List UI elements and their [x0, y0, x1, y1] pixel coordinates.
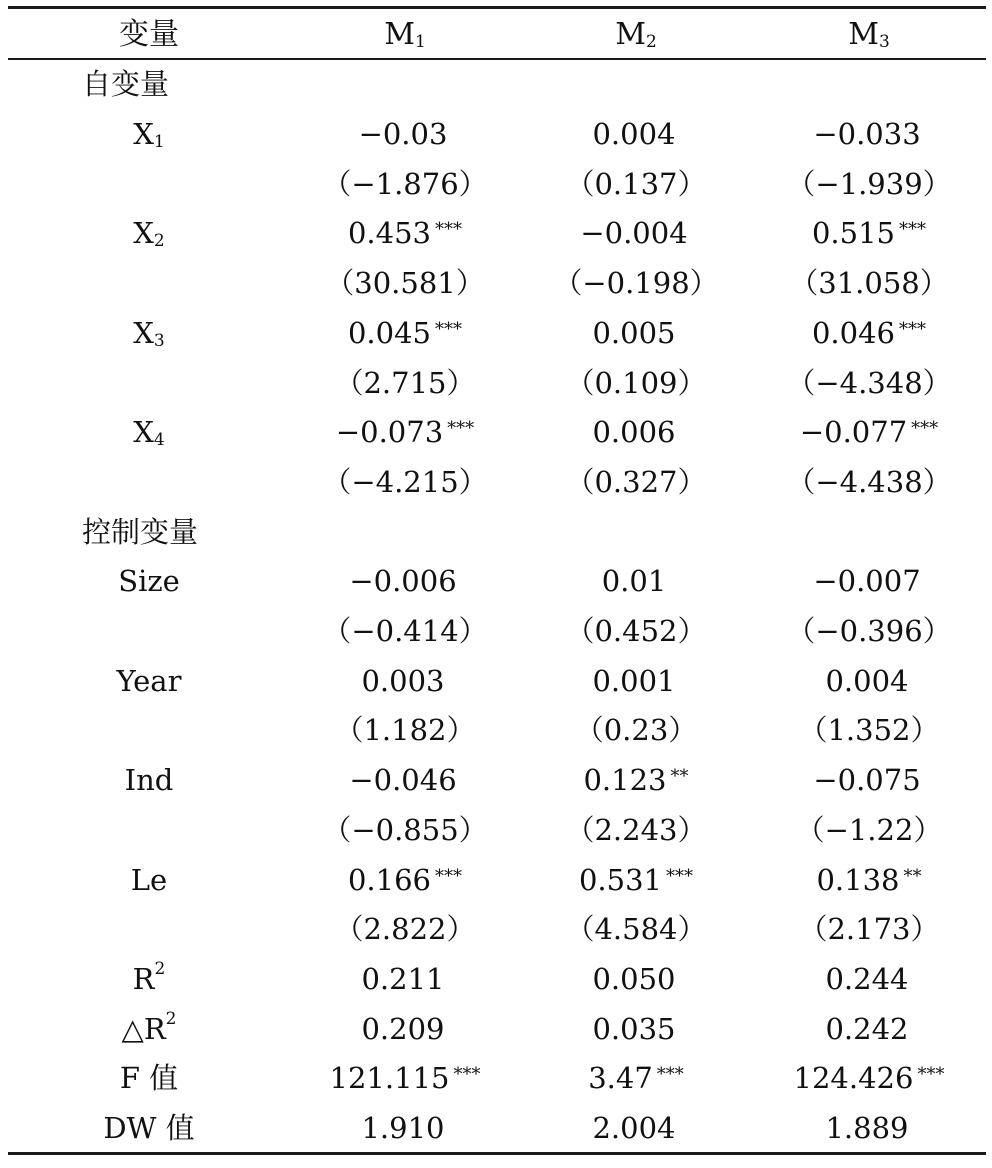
m3-coef-value-group: [816, 862, 922, 897]
m1-coef-value: −0.073: [335, 415, 444, 450]
m1-stat-value-group: [361, 961, 448, 996]
stat-name: R: [132, 961, 155, 996]
m2-stat-value-group: [592, 1011, 679, 1046]
variable-label: [8, 656, 290, 706]
m1-coef-value: −0.046: [349, 763, 457, 798]
header-m1: [290, 10, 520, 60]
m1-coef-significance-stars: ***: [435, 318, 463, 340]
m2-coef: [520, 855, 752, 905]
coef-row: [8, 855, 986, 905]
stat-label: [8, 955, 290, 1005]
m2-stat-value-group: [588, 1061, 684, 1096]
m3-coef-significance-stars: ***: [899, 318, 927, 340]
m1-stat-value-group: [361, 1111, 448, 1146]
m2-stat: [520, 1054, 752, 1104]
m1-coef-value-group: [361, 663, 448, 698]
m2-stat-significance-stars: ***: [656, 1064, 684, 1086]
stat-row: [8, 1104, 986, 1154]
m1-coef-value: 0.453: [347, 216, 432, 251]
m1-stat-value: 121.115: [329, 1061, 450, 1096]
m1-coef-value-group: [347, 862, 463, 897]
section-label-control: 控制变量: [82, 514, 199, 549]
m3-coef-significance-stars: ***: [911, 418, 939, 440]
header-m3-subscript: 3: [878, 32, 890, 53]
m1-coef: [290, 756, 520, 806]
m3-tstat: （−4.348）: [786, 365, 952, 400]
m3-coef-value-group: [811, 315, 927, 350]
m1-tstat: （−0.855）: [322, 812, 488, 847]
coef-row: [8, 209, 986, 259]
m2-tstat: （0.23）: [574, 713, 698, 748]
m3-coef-value: 0.004: [825, 663, 909, 698]
variable-subscript: 2: [153, 231, 165, 252]
tstat-label-empty: [8, 159, 290, 209]
m3-coef-value: 0.138: [816, 862, 900, 897]
m3-coef-significance-stars: ***: [899, 219, 927, 241]
m2-coef: [520, 557, 752, 607]
m3-stat-value: 1.889: [825, 1111, 909, 1146]
m2-stat: [520, 1104, 752, 1154]
m2-coef-value-group: [592, 415, 679, 450]
tstat-label-empty: [8, 905, 290, 955]
m2-stat: [520, 1004, 752, 1054]
m3-tstat: （−1.939）: [786, 166, 952, 201]
header-m1-subscript: 1: [414, 32, 426, 53]
m3-stat: [752, 1104, 986, 1154]
header-variable: 变量: [119, 16, 179, 52]
m3-coef: [752, 408, 986, 458]
m2-stat-value: 0.050: [592, 961, 676, 996]
m1-coef: [290, 408, 520, 458]
m2-tstat: （4.584）: [565, 912, 707, 947]
m1-stat: [290, 1054, 520, 1104]
m2-coef: [520, 756, 752, 806]
m1-coef-value: 0.045: [347, 315, 432, 350]
tstat-row: [8, 607, 986, 657]
m1-coef-value: −0.006: [349, 564, 457, 599]
m3-coef-value: −0.007: [813, 564, 921, 599]
variable-label: [8, 110, 290, 160]
top-rule: [8, 6, 986, 9]
m2-coef-significance-stars: **: [670, 766, 689, 788]
m1-coef-value-group: [349, 763, 460, 798]
m3-stat-significance-stars: ***: [917, 1064, 945, 1086]
tstat-label-empty: [8, 706, 290, 756]
m3-tstat: （−4.438）: [786, 464, 952, 499]
variable-label: [8, 756, 290, 806]
variable-label: [8, 209, 290, 259]
m2-coef: [520, 209, 752, 259]
coef-row: [8, 110, 986, 160]
section-label-independent: 自变量: [82, 67, 170, 102]
stat-label: [8, 1104, 290, 1154]
m3-coef-value-group: [811, 216, 927, 251]
m1-coef-value: −0.03: [358, 117, 448, 152]
stat-superscript: 2: [165, 1008, 177, 1029]
m1-stat: [290, 1004, 520, 1054]
m3-coef-value: −0.033: [813, 117, 921, 152]
m2-tstat: （0.452）: [565, 614, 707, 649]
m2-coef: [520, 408, 752, 458]
coef-row: [8, 309, 986, 359]
stat-name: F 值: [119, 1061, 179, 1096]
m1-coef: [290, 656, 520, 706]
m3-coef-value-group: [813, 564, 924, 599]
tstat-label-empty: [8, 458, 290, 508]
m1-tstat: （−1.876）: [322, 166, 488, 201]
m2-coef-value-group: [592, 117, 679, 152]
m3-coef: [752, 656, 986, 706]
coef-row: [8, 557, 986, 607]
header-m2-letter: M: [615, 16, 646, 52]
tstat-label-empty: [8, 259, 290, 309]
header-m2-subscript: 2: [645, 32, 657, 53]
m1-coef: [290, 855, 520, 905]
m1-stat: [290, 1104, 520, 1154]
stat-superscript: 2: [154, 958, 166, 979]
m2-tstat: （−0.198）: [553, 266, 719, 301]
m3-coef-value: −0.075: [813, 763, 921, 798]
tstat-row: [8, 159, 986, 209]
m3-coef: [752, 110, 986, 160]
m3-coef: [752, 756, 986, 806]
tstat-row: [8, 706, 986, 756]
tstat-row: [8, 358, 986, 408]
m1-coef: [290, 309, 520, 359]
m3-tstat: （31.058）: [789, 266, 949, 301]
m2-stat-value: 3.47: [588, 1061, 653, 1096]
variable-subscript: 1: [153, 132, 165, 153]
m3-tstat: （−1.22）: [795, 812, 943, 847]
m3-tstat: （2.173）: [798, 912, 940, 947]
m1-coef-significance-stars: ***: [447, 418, 475, 440]
m2-coef-value: 0.01: [601, 564, 667, 599]
variable-name: Ind: [124, 763, 174, 798]
header-m3-letter: M: [848, 16, 879, 52]
m3-stat: [752, 1054, 986, 1104]
stat-label: [8, 1004, 290, 1054]
m1-coef: [290, 209, 520, 259]
m3-coef-value: −0.077: [799, 415, 908, 450]
m3-tstat: （−0.396）: [786, 614, 952, 649]
m1-tstat: （2.822）: [334, 912, 476, 947]
m2-coef: [520, 309, 752, 359]
m2-coef-value: 0.006: [592, 415, 676, 450]
m1-coef: [290, 110, 520, 160]
m3-stat-value-group: [825, 961, 912, 996]
m3-coef-value-group: [799, 415, 939, 450]
section-row-independent: [8, 60, 986, 110]
m2-coef-value: 0.531: [578, 862, 663, 897]
m1-tstat: （−4.215）: [322, 464, 488, 499]
m1-stat-value: 0.209: [361, 1011, 445, 1046]
m2-coef-value: 0.004: [592, 117, 676, 152]
m2-stat-value-group: [592, 961, 679, 996]
m3-coef-value-group: [825, 663, 912, 698]
m2-tstat: （0.109）: [565, 365, 707, 400]
variable-name: Size: [118, 564, 180, 599]
m1-coef: [290, 557, 520, 607]
variable-name: X: [133, 415, 154, 450]
m2-coef: [520, 656, 752, 706]
tstat-label-empty: [8, 607, 290, 657]
m2-coef-value-group: [601, 564, 671, 599]
m3-coef: [752, 309, 986, 359]
m3-coef: [752, 557, 986, 607]
m2-tstat: （0.137）: [565, 166, 707, 201]
m2-stat-value-group: [592, 1111, 679, 1146]
m3-stat-value: 0.244: [825, 961, 909, 996]
m2-coef-value-group: [592, 315, 679, 350]
stat-name: △R: [121, 1011, 166, 1046]
m1-coef-value: 0.003: [361, 663, 445, 698]
m3-stat-value-group: [825, 1011, 912, 1046]
m2-coef-value: 0.001: [592, 663, 676, 698]
tstat-label-empty: [8, 806, 290, 856]
variable-label: [8, 408, 290, 458]
m2-coef-value-group: [578, 862, 694, 897]
header-m1-letter: M: [384, 16, 415, 52]
variable-label: [8, 855, 290, 905]
m3-stat-value-group: [825, 1111, 912, 1146]
m2-stat-value: 0.035: [592, 1011, 676, 1046]
m3-coef-significance-stars: **: [903, 865, 922, 887]
m2-coef: [520, 110, 752, 160]
m3-coef-value: 0.515: [811, 216, 896, 251]
header-row: [8, 10, 986, 60]
m2-tstat: （0.327）: [565, 464, 707, 499]
stat-row: [8, 1004, 986, 1054]
variable-label: [8, 309, 290, 359]
stat-row: [8, 955, 986, 1005]
section-row-control: [8, 507, 986, 557]
m3-coef-value: 0.046: [811, 315, 896, 350]
tstat-row: [8, 458, 986, 508]
variable-label: [8, 557, 290, 607]
tstat-label-empty: [8, 358, 290, 408]
tstat-row: [8, 259, 986, 309]
m1-stat: [290, 955, 520, 1005]
m1-tstat: （−0.414）: [322, 614, 488, 649]
m1-tstat: （30.581）: [325, 266, 485, 301]
m1-coef-significance-stars: ***: [435, 865, 463, 887]
header-m3: [752, 10, 986, 60]
m3-stat: [752, 1004, 986, 1054]
m3-stat-value-group: [793, 1061, 945, 1096]
header-m2: [520, 10, 752, 60]
m2-coef-value-group: [592, 663, 679, 698]
m2-stat-value: 2.004: [592, 1111, 676, 1146]
m1-stat-value: 0.211: [361, 961, 445, 996]
coef-row: [8, 656, 986, 706]
variable-name: Le: [130, 862, 168, 897]
m1-coef-significance-stars: ***: [435, 219, 463, 241]
m2-coef-value: 0.123: [583, 763, 667, 798]
coef-row: [8, 756, 986, 806]
m3-coef-value-group: [813, 763, 924, 798]
m3-coef: [752, 209, 986, 259]
m2-tstat: （2.243）: [565, 812, 707, 847]
variable-name: X: [133, 216, 154, 251]
m3-stat-value: 0.242: [825, 1011, 909, 1046]
m3-tstat: （1.352）: [798, 713, 940, 748]
m1-stat-value: 1.910: [361, 1111, 445, 1146]
m1-coef-value-group: [358, 117, 452, 152]
variable-subscript: 3: [153, 330, 165, 351]
variable-subscript: 4: [153, 430, 165, 451]
stat-row: [8, 1054, 986, 1104]
variable-name: X: [133, 117, 154, 152]
m2-stat: [520, 955, 752, 1005]
m2-coef-significance-stars: ***: [666, 865, 694, 887]
m1-coef-value-group: [347, 216, 463, 251]
m3-coef-value-group: [813, 117, 924, 152]
m1-stat-value-group: [361, 1011, 448, 1046]
stat-label: [8, 1054, 290, 1104]
m2-coef-value: −0.004: [580, 216, 688, 251]
m1-coef-value-group: [349, 564, 460, 599]
variable-name: X: [133, 315, 154, 350]
stat-name: DW 值: [103, 1111, 195, 1146]
m2-coef-value: 0.005: [592, 315, 676, 350]
tstat-row: [8, 806, 986, 856]
tstat-row: [8, 905, 986, 955]
m1-tstat: （2.715）: [334, 365, 476, 400]
m1-coef-value: 0.166: [347, 862, 432, 897]
m1-coef-value-group: [335, 415, 475, 450]
m1-coef-value-group: [347, 315, 463, 350]
m1-stat-value-group: [329, 1061, 481, 1096]
m3-stat-value: 124.426: [793, 1061, 914, 1096]
m2-coef-value-group: [580, 216, 691, 251]
variable-name: Year: [116, 663, 182, 698]
m1-stat-significance-stars: ***: [453, 1064, 481, 1086]
m1-tstat: （1.182）: [334, 713, 476, 748]
m3-stat: [752, 955, 986, 1005]
m2-coef-value-group: [583, 763, 689, 798]
coef-row: [8, 408, 986, 458]
m3-coef: [752, 855, 986, 905]
